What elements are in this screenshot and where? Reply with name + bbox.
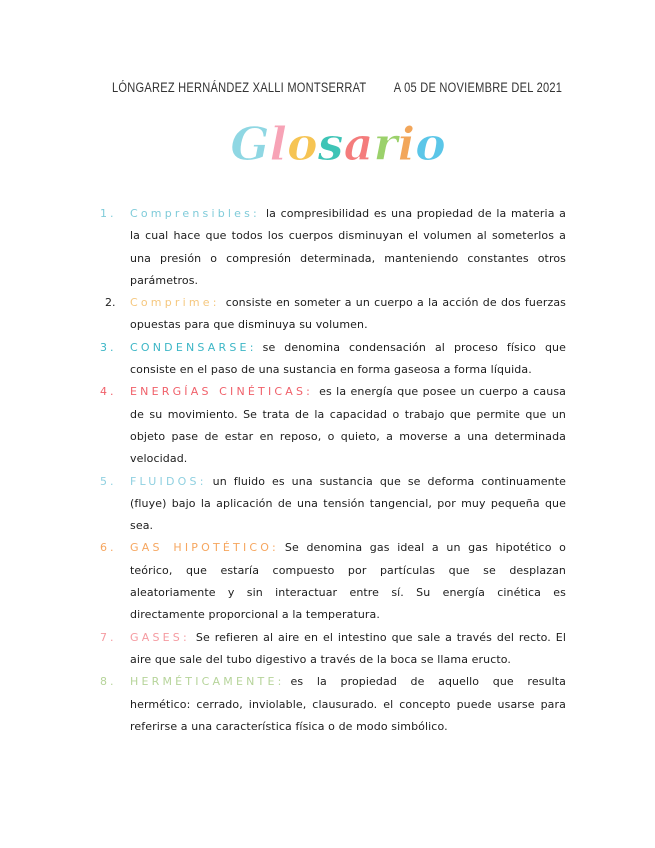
entry-number: 2. bbox=[105, 296, 116, 310]
glossary-entry bbox=[100, 671, 566, 738]
entry-term: ENERGÍAS CINÉTICAS: bbox=[130, 385, 314, 399]
entry-number: 1. bbox=[100, 207, 117, 220]
glossary-title-art bbox=[230, 110, 446, 180]
title-letter: s bbox=[317, 117, 344, 171]
entry-definition: es la energía que posee un cuerpo a causa de su movimiento. Se trata de la capacidad o trabajo que permite que un objeto pase de estar en reposo, o quieto, a moverse a una determinada velocidad. bbox=[130, 385, 566, 466]
entry-term: Comprensibles: bbox=[130, 207, 260, 220]
entry-definition: Se refieren al aire en el intestino que sale a través del recto. El aire que sale del tubo digestivo a través de la boca se llama eructo. bbox=[130, 630, 566, 666]
title-letter: a bbox=[343, 117, 374, 171]
glossary-entry bbox=[100, 381, 566, 470]
entry-definition: es la propiedad de aquello que resulta hermético: cerrado, inviolable, clausurado. el concepto puede usarse para referirse a una característica física o de modo simbólico. bbox=[130, 675, 566, 733]
entry-number: 6. bbox=[100, 541, 117, 555]
document-date: A 05 DE NOVIEMBRE DEL 2021 bbox=[393, 80, 563, 95]
entry-definition: se denomina condensación al proceso físico que consiste en el paso de una sustancia en forma gaseosa a forma líquida. bbox=[130, 340, 566, 377]
entry-term: FLUIDOS: bbox=[130, 474, 207, 488]
entry-number: 5. bbox=[100, 474, 117, 488]
entry-number: 8. bbox=[100, 675, 117, 689]
entry-definition: Se denomina gas ideal a un gas hipotético o teórico, que estaría compuesto por partículas que se desplazan aleatoriamente y sin interactuar entre sí. Su energía cinética es directamente proporcional a la temperatura. bbox=[130, 541, 566, 622]
title-letter: o bbox=[286, 117, 318, 171]
entry-definition: un fluido es una sustancia que se deforma continuamente (fluye) bajo la aplicación de una tensión tangencial, por muy pequeña que sea. bbox=[130, 474, 566, 533]
title-letter: G bbox=[230, 117, 270, 171]
title-letter: i bbox=[397, 117, 416, 171]
entry-number: 7. bbox=[100, 630, 117, 644]
entry-term: CONDENSARSE: bbox=[130, 340, 257, 354]
author-name: LÓNGAREZ HERNÁNDEZ XALLI MONTSERRAT bbox=[112, 80, 367, 95]
title-letter: o bbox=[415, 117, 446, 171]
entry-term: Comprime: bbox=[130, 296, 220, 310]
entry-definition: consiste en someter a un cuerpo a la acción de dos fuerzas opuestas para que disminuya su volumen. bbox=[130, 296, 566, 332]
glossary-entry bbox=[100, 292, 566, 337]
glossary-list bbox=[100, 203, 566, 738]
entry-definition: la compresibilidad es una propiedad de la materia a la cual hace que todos los cuerpos disminuyan el volumen al someterlos a una presión o compresión determinada, manteniendo constantes otros parámetros. bbox=[130, 207, 566, 287]
glossary-entry bbox=[100, 471, 566, 538]
glossary-entry bbox=[100, 337, 566, 382]
entry-term: HERMÉTICAMENTE: bbox=[130, 675, 285, 689]
entry-number: 4. bbox=[100, 385, 117, 399]
glossary-entry bbox=[100, 537, 566, 626]
entry-term: GASES: bbox=[130, 630, 190, 644]
glossary-title bbox=[230, 110, 446, 180]
glossary-entry bbox=[100, 627, 566, 672]
entry-number: 3. bbox=[100, 340, 117, 354]
document-header bbox=[112, 80, 562, 95]
title-letter: l bbox=[269, 117, 287, 171]
entry-term: GAS HIPOTÉTICO: bbox=[130, 541, 279, 555]
glossary-entry bbox=[100, 203, 566, 292]
title-letter: r bbox=[373, 117, 398, 171]
glossary-title-text bbox=[230, 117, 446, 171]
